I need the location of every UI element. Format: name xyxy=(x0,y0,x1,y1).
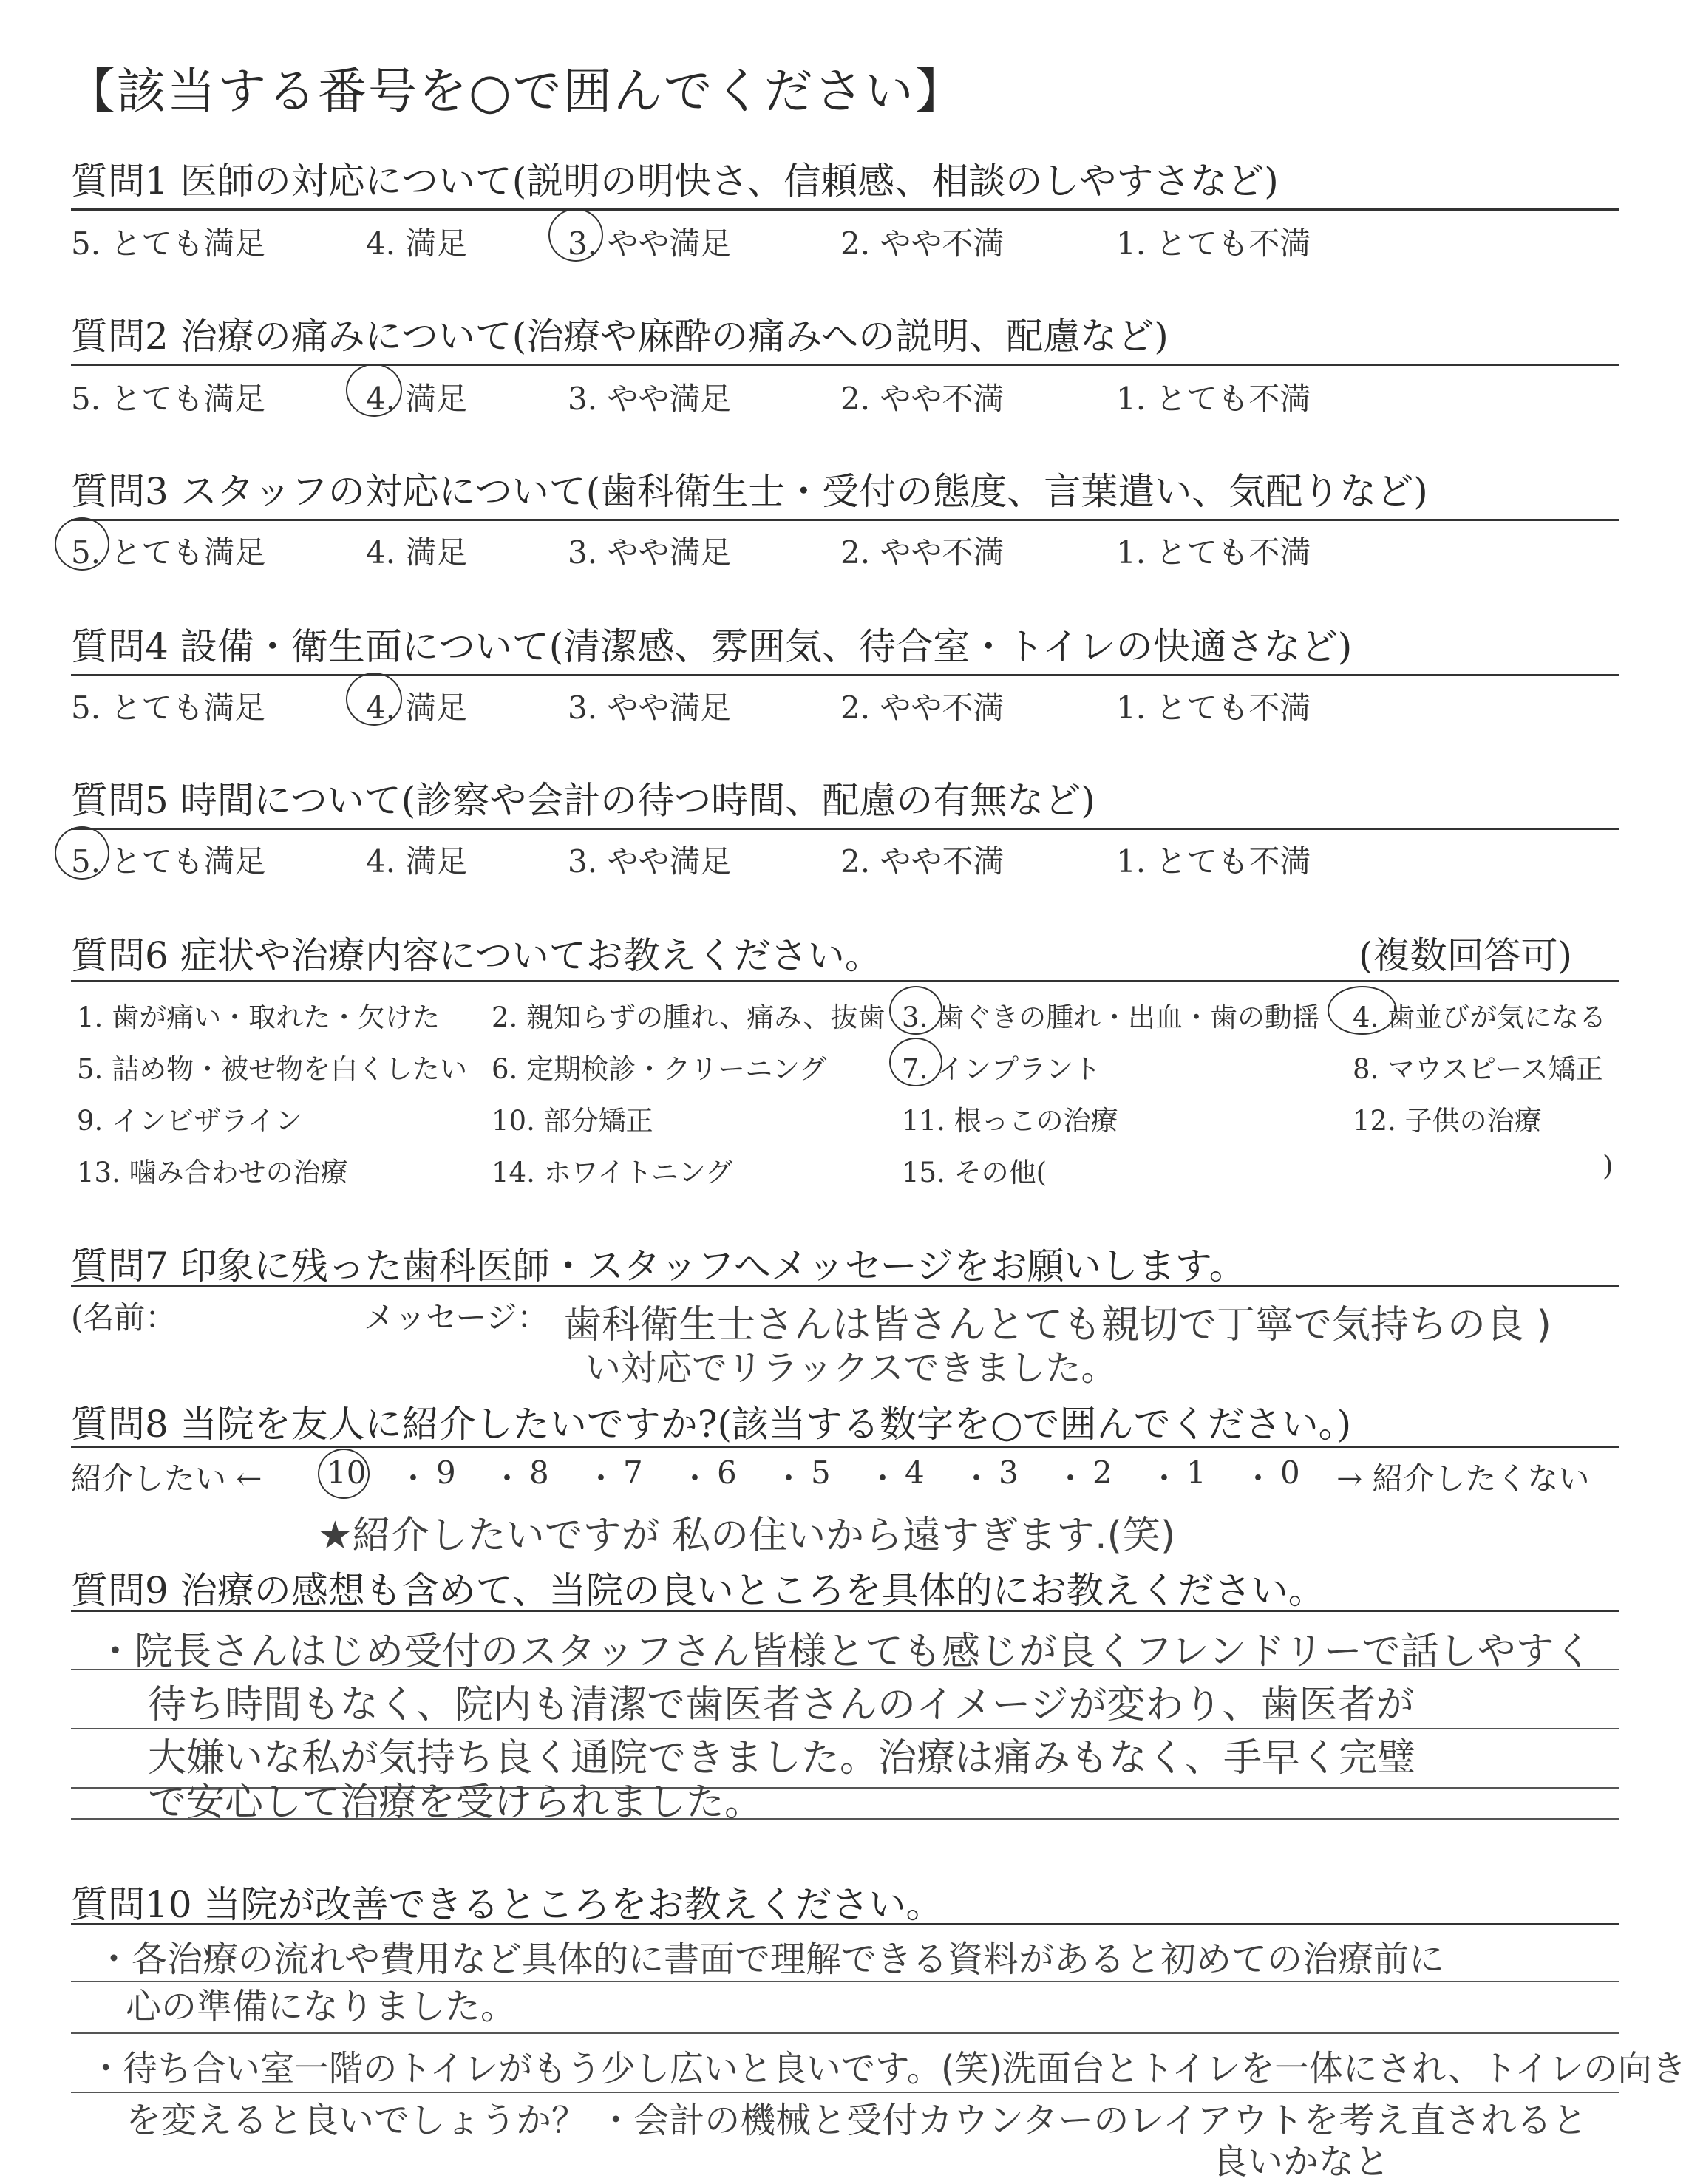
q9-answer-line-4: で安心して治療を受けられました。 xyxy=(148,1780,764,1825)
q8-scale-sep: ・ xyxy=(492,1460,523,1497)
question-3-rule xyxy=(71,519,1619,521)
q8-scale-10[interactable]: 10 xyxy=(327,1455,367,1491)
q1-option-4[interactable]: 4. 満足 xyxy=(366,225,468,262)
q10-answer-line-4: を変えると良いでしょうか？ ・会計の機械と受付カウンターのレイアウトを考え直されると xyxy=(126,2100,1588,2141)
q1-option-2[interactable]: 2. やや不満 xyxy=(840,225,1005,262)
question-5-label: 質問5 時間について(診察や会計の待つ時間、配慮の有無など) xyxy=(71,779,1095,822)
q6-item-6[interactable]: 6. 定期検診・クリーニング xyxy=(492,1053,827,1085)
q9-answer-line-2: 待ち時間もなく、院内も清潔で歯医者さんのイメージが変わり、歯医者が xyxy=(148,1683,1415,1727)
q6-item-15-close: ) xyxy=(1602,1150,1614,1182)
q5-option-1[interactable]: 1. とても不満 xyxy=(1116,843,1311,880)
q8-scale-sep: ・ xyxy=(679,1460,711,1497)
q1-selection-circle xyxy=(548,208,603,262)
q10-answer-line-3: ・待ち合い室一階のトイレがもう少し広いと良いです。(笑)洗面台とトイレを一体にされ、トイレの向き xyxy=(89,2048,1687,2089)
q3-option-4[interactable]: 4. 満足 xyxy=(366,534,468,571)
question-9-label: 質問9 治療の感想も含めて、当院の良いところを具体的にお教えください。 xyxy=(71,1569,1325,1612)
q8-scale-sep: ・ xyxy=(585,1460,617,1497)
q6-item-10[interactable]: 10. 部分矯正 xyxy=(492,1105,653,1137)
question-3-label: 質問3 スタッフの対応について(歯科衛生士・受付の態度、言葉遣い、気配りなど) xyxy=(71,470,1428,513)
q3-option-3[interactable]: 3. やや満足 xyxy=(568,534,732,571)
q6-selection-circle-7 xyxy=(889,1038,942,1086)
q3-option-5[interactable]: 5. とても満足 xyxy=(71,534,266,571)
q4-option-1[interactable]: 1. とても不満 xyxy=(1116,690,1311,726)
q8-scale-sep: ・ xyxy=(1055,1460,1087,1497)
q10-answer-line xyxy=(71,2032,1619,2034)
page-title: 【該当する番号を○で囲んでください】 xyxy=(67,63,965,120)
question-8-rule xyxy=(71,1446,1619,1448)
q3-selection-circle xyxy=(55,517,109,571)
q6-item-2[interactable]: 2. 親知らずの腫れ、痛み、抜歯 xyxy=(492,1001,886,1033)
question-10-label: 質問10 当院が改善できるところをお教えください。 xyxy=(71,1883,943,1926)
q6-item-4[interactable]: 4. 歯並びが気になる xyxy=(1353,1001,1607,1033)
q6-item-3[interactable]: 3. 歯ぐきの腫れ・出血・歯の動揺 xyxy=(902,1001,1320,1033)
q8-scale-sep: ・ xyxy=(1149,1460,1180,1497)
q1-option-5[interactable]: 5. とても満足 xyxy=(71,225,266,262)
q2-selection-circle xyxy=(346,364,402,417)
question-2-rule xyxy=(71,364,1619,366)
q4-option-2[interactable]: 2. やや不満 xyxy=(840,690,1005,726)
q4-option-5[interactable]: 5. とても満足 xyxy=(71,690,266,726)
question-7-rule xyxy=(71,1285,1619,1287)
q10-answer-line-2: 心の準備になりました。 xyxy=(126,1986,517,2027)
question-1-label: 質問1 医師の対応について(説明の明快さ、信頼感、相談のしやすさなど) xyxy=(71,160,1279,203)
q5-option-2[interactable]: 2. やや不満 xyxy=(840,843,1005,880)
q8-scale-9[interactable]: 9 xyxy=(436,1455,456,1491)
q10-answer-line-1: ・各治療の流れや費用など具体的に書面で理解できる資料があると初めての治療前に xyxy=(96,1939,1445,1980)
q8-scale-0[interactable]: 0 xyxy=(1280,1455,1300,1491)
question-7-label: 質問7 印象に残った歯科医師・スタッフへメッセージをお願いします。 xyxy=(71,1245,1246,1287)
q6-item-9[interactable]: 9. インビザライン xyxy=(77,1105,302,1137)
q8-scale-2[interactable]: 2 xyxy=(1092,1455,1112,1491)
q8-scale-1[interactable]: 1 xyxy=(1186,1455,1206,1491)
q9-answer-line-1: ・院長さんはじめ受付のスタッフさん皆様とても感じが良くフレンドリーで話しやすく xyxy=(96,1630,1593,1674)
q8-scale-7[interactable]: 7 xyxy=(623,1455,643,1491)
q4-selection-circle xyxy=(346,673,402,726)
q8-scale-sep: ・ xyxy=(961,1460,993,1497)
q8-scale-6[interactable]: 6 xyxy=(717,1455,737,1491)
q2-option-2[interactable]: 2. やや不満 xyxy=(840,381,1005,417)
q5-option-5[interactable]: 5. とても満足 xyxy=(71,843,266,880)
q6-selection-circle-3 xyxy=(889,986,942,1035)
question-1-rule xyxy=(71,208,1619,211)
q5-selection-circle xyxy=(55,826,109,880)
q6-item-15[interactable]: 15. その他( xyxy=(902,1157,1047,1188)
q10-answer-line-5: 良いかなと xyxy=(1212,2141,1390,2183)
q8-scale-sep: ・ xyxy=(398,1460,429,1497)
q1-option-1[interactable]: 1. とても不満 xyxy=(1116,225,1311,262)
q7-message-line-2: い対応でリラックスできました。 xyxy=(585,1347,1117,1389)
question-9-rule xyxy=(71,1610,1619,1612)
question-8-label: 質問8 当院を友人に紹介したいですか?(該当する数字を○で囲んでください。) xyxy=(71,1403,1352,1446)
q8-selection-circle xyxy=(318,1449,370,1499)
question-4-rule xyxy=(71,674,1619,676)
q8-scale-4[interactable]: 4 xyxy=(905,1455,925,1491)
q3-option-1[interactable]: 1. とても不満 xyxy=(1116,534,1311,571)
q8-right-label: → 紹介したくない xyxy=(1336,1460,1590,1497)
question-4-label: 質問4 設備・衛生面について(清潔感、雰囲気、待合室・トイレの快適さなど) xyxy=(71,625,1353,668)
q5-option-4[interactable]: 4. 満足 xyxy=(366,843,468,880)
q6-item-8[interactable]: 8. マウスピース矯正 xyxy=(1353,1053,1603,1085)
q8-comment: ★紹介したいですが 私の住いから遠すぎます.(笑) xyxy=(318,1514,1176,1558)
question-10-rule xyxy=(71,1923,1619,1925)
q4-option-3[interactable]: 3. やや満足 xyxy=(568,690,732,726)
question-6-label: 質問6 症状や治療内容についてお教えください。 xyxy=(71,934,882,977)
q7-name-label: (名前： xyxy=(71,1299,177,1336)
q2-option-3[interactable]: 3. やや満足 xyxy=(568,381,732,417)
q8-scale-3[interactable]: 3 xyxy=(999,1455,1019,1491)
q2-option-1[interactable]: 1. とても不満 xyxy=(1116,381,1311,417)
q6-item-5[interactable]: 5. 詰め物・被せ物を白くしたい xyxy=(77,1053,468,1085)
q1-option-3[interactable]: 3. やや満足 xyxy=(568,225,732,262)
q6-item-12[interactable]: 12. 子供の治療 xyxy=(1353,1105,1542,1137)
q2-option-4[interactable]: 4. 満足 xyxy=(366,381,468,417)
q6-selection-circle-4 xyxy=(1328,986,1397,1035)
q6-item-13[interactable]: 13. 噛み合わせの治療 xyxy=(77,1157,348,1188)
q8-scale-5[interactable]: 5 xyxy=(811,1455,831,1491)
q7-message-line-1: 歯科衛生士さんは皆さんとても親切で丁寧で気持ちの良 ) xyxy=(563,1303,1551,1347)
q3-option-2[interactable]: 2. やや不満 xyxy=(840,534,1005,571)
q4-option-4[interactable]: 4. 満足 xyxy=(366,690,468,726)
q8-scale-sep: ・ xyxy=(773,1460,805,1497)
q5-option-3[interactable]: 3. やや満足 xyxy=(568,843,732,880)
q8-scale-8[interactable]: 8 xyxy=(529,1455,549,1491)
question-2-label: 質問2 治療の痛みについて(治療や麻酔の痛みへの説明、配慮など) xyxy=(71,315,1169,358)
q6-item-1[interactable]: 1. 歯が痛い・取れた・欠けた xyxy=(77,1001,441,1033)
question-6-rule xyxy=(71,980,1619,982)
question-6-note: (複数回答可) xyxy=(1359,934,1573,977)
q6-item-14[interactable]: 14. ホワイトニング xyxy=(492,1157,733,1188)
q8-scale-sep: ・ xyxy=(867,1460,899,1497)
q2-option-5[interactable]: 5. とても満足 xyxy=(71,381,266,417)
q6-item-7[interactable]: 7. インプラント xyxy=(902,1053,1101,1085)
q7-message-label: メッセージ： xyxy=(364,1299,548,1336)
q9-answer-line-3: 大嫌いな私が気持ち良く通院できました。治療は痛みもなく、手早く完璧 xyxy=(148,1736,1415,1780)
q8-scale-sep: ・ xyxy=(1243,1460,1274,1497)
q8-left-label: 紹介したい ← xyxy=(71,1460,262,1497)
question-5-rule xyxy=(71,828,1619,830)
q6-item-11[interactable]: 11. 根っこの治療 xyxy=(902,1105,1118,1137)
